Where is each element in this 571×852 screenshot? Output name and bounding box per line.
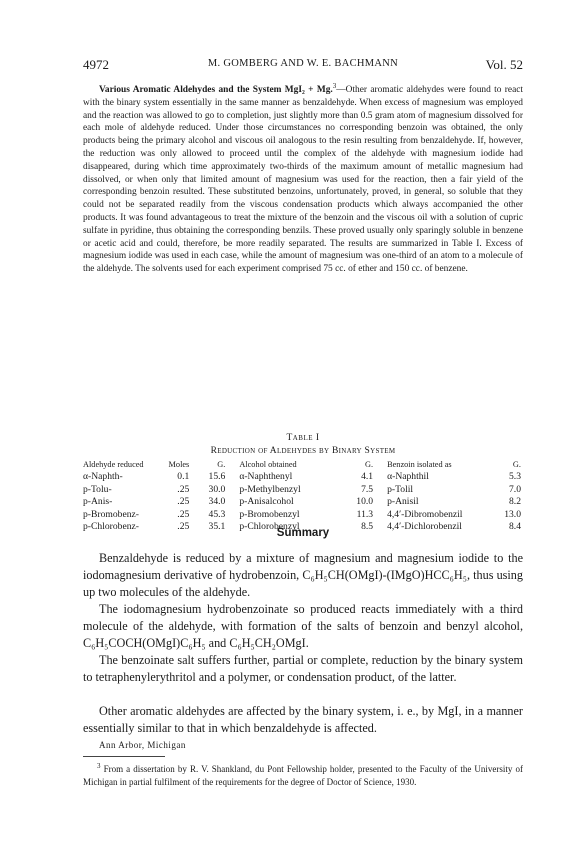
- table-cell: 11.3: [356, 508, 374, 520]
- results-table: [83, 460, 527, 534]
- table-cell: p-Anisalcohol: [239, 496, 294, 507]
- table-cell: 4,4′-Dibromobenzil: [387, 508, 463, 520]
- table-cell: 30.0: [208, 483, 226, 495]
- table-cell: p-Tolu-: [83, 483, 112, 495]
- column-header: Aldehyde reduced: [83, 460, 144, 469]
- footnote-mark: 3: [97, 762, 101, 770]
- column-header: G.: [512, 460, 521, 469]
- table-cell: α-Naphthenyl: [239, 471, 293, 482]
- table-cell: p-Bromobenzyl: [239, 508, 300, 520]
- summary-paragraph: The iodomagnesium hydrobenzoinate so produced reacts immediately with a third molecule of the aldehyde, with formation of the salts of benzoin and benzyl alcohol, C₆H₅COCH(OMgI)C₆H₅ and C₆H₅CH₂OMgI.: [83, 602, 523, 650]
- table-cell: 34.0: [208, 496, 226, 507]
- running-header: [83, 57, 523, 73]
- table-cell: p-Chlorobenzyl: [239, 521, 300, 532]
- table-cell: p-Bromobenz-: [83, 508, 139, 520]
- table-cell: .25: [177, 483, 190, 495]
- column-header: Benzoin isolated as: [387, 460, 452, 469]
- column-header: Moles: [168, 460, 190, 469]
- table-cell: 4.1: [361, 471, 374, 482]
- table-cell: 45.3: [208, 508, 226, 520]
- summary-heading: Summary: [276, 527, 330, 539]
- column-header: Alcohol obtained: [239, 460, 297, 469]
- running-title: M. GOMBERG AND W. E. BACHMANN: [207, 58, 399, 69]
- table-cell: 5.3: [509, 471, 521, 482]
- table-row: [83, 471, 527, 484]
- table-cell: p-Anis-: [83, 496, 113, 507]
- table-cell: 15.6: [208, 471, 226, 482]
- paragraph-text: —Other aromatic aldehydes were found to react with the binary system essentially in the same manner as benzaldehyde. When excess of magnesium was employed and the reaction was allowed to go to completion, just slightly more than 0.5 gram atom of magnesium dissolved for each mole of aldehyde reduced. Under those circumstances no corresponding benzoin was obtained, the only products being the primary alcohol and viscous oil analogous to the resin resulting from benzaldehyde. If, however, the reduction was only allowed to proceed until the complex of the aldehyde with magnesium iodide had disappeared, during which time approximately two-thirds of the maximum amount of metallic magnesium had dissolved, or when only that limited amount of magnesium was used for the reaction, then a fair yield of the corresponding benzoin resulted. These substituted benzoins, unfortunately, proved, in general, so soluble that they could not be separated readily from the viscous condensation products which always accompanied the other products. It was found advantageous to treat the mixture of the benzoin and the viscous oil with a solution of cupric sulfate in pyridine, thus obtaining the corresponding benzils. These proved usually only sparingly soluble in benzene or acetic acid and could, therefore, be more readily separated. The results are summarized in Table I. Excess of magnesium iodide was used in each case, while the amount of magnesium was one-third of an atom to a molecule of the aldehyde. The solvents used for each experiment comprised 75 cc. of ether and 150 cc. of benzene.: [83, 85, 524, 275]
- paragraph-lead: Various Aromatic Aldehydes and the System MgI₂ + Mg.: [99, 85, 333, 95]
- table-cell: .25: [177, 496, 190, 507]
- table-cell: p-Anisil: [387, 496, 419, 507]
- table-label: Table I: [286, 433, 320, 443]
- table-cell: 4,4′-Dichlorobenzil: [387, 521, 462, 532]
- table-header-row: [83, 460, 527, 471]
- institution-location: Ann Arbor, Michigan: [99, 740, 186, 750]
- table-cell: 8.2: [509, 496, 521, 507]
- table-cell: 8.5: [361, 521, 374, 532]
- table-cell: 0.1: [177, 471, 190, 482]
- table-row: [83, 509, 527, 522]
- table-row: [83, 484, 527, 497]
- table-cell: .25: [177, 521, 190, 532]
- table-cell: α-Naphth-: [83, 471, 123, 482]
- page-number: 4972: [83, 57, 109, 72]
- volume-label: Vol. 52: [485, 57, 523, 72]
- table-cell: p-Tolil: [387, 483, 414, 495]
- table-cell: .25: [177, 508, 190, 520]
- summary-paragraph: Benzaldehyde is reduced by a mixture of magnesium and magnesium iodide to the iodomagnesium derivative of hydrobenzoin, C₆H₅CH(OMgI)-(IMgO)HCC₆H₅, thus using up two molecules of the aldehyde.: [83, 551, 523, 599]
- column-header: G.: [365, 460, 374, 469]
- footnote-reference: 3: [332, 81, 337, 90]
- summary-paragraph: The benzoinate salt suffers further, partial or complete, reduction by the binary system to tetraphenylerythritol and a polymer, or condensation product, of the latter.: [83, 653, 523, 684]
- table-cell: α-Naphthil: [387, 471, 429, 482]
- table-cell: 35.1: [208, 521, 226, 532]
- body-paragraph: [83, 81, 524, 276]
- table-cell: 10.0: [356, 496, 374, 507]
- column-header: G.: [217, 460, 226, 469]
- table-cell: 13.0: [504, 508, 521, 520]
- table-cell: p-Chlorobenz-: [83, 521, 139, 532]
- summary-paragraph: Other aromatic aldehydes are affected by the binary system, i. e., by MgI, in a manner essentially similar to that in which benzaldehyde is affected.: [83, 704, 523, 735]
- footnote: [83, 763, 523, 788]
- table-row: [83, 496, 527, 509]
- table-cell: 7.5: [361, 483, 374, 495]
- table-cell: p-Methylbenzyl: [239, 483, 301, 495]
- table-title: Reduction of Aldehydes by Binary System: [210, 446, 396, 456]
- table-cell: 8.4: [509, 521, 521, 532]
- footnote-divider: [83, 756, 165, 757]
- footnote-text: From a dissertation by R. V. Shankland, du Pont Fellowship holder, presented to the Faculty of the University of Michigan in partial fulfilment of the requirements for the degree of Doctor of Science, 1930.: [83, 764, 523, 787]
- table-cell: 7.0: [509, 483, 521, 495]
